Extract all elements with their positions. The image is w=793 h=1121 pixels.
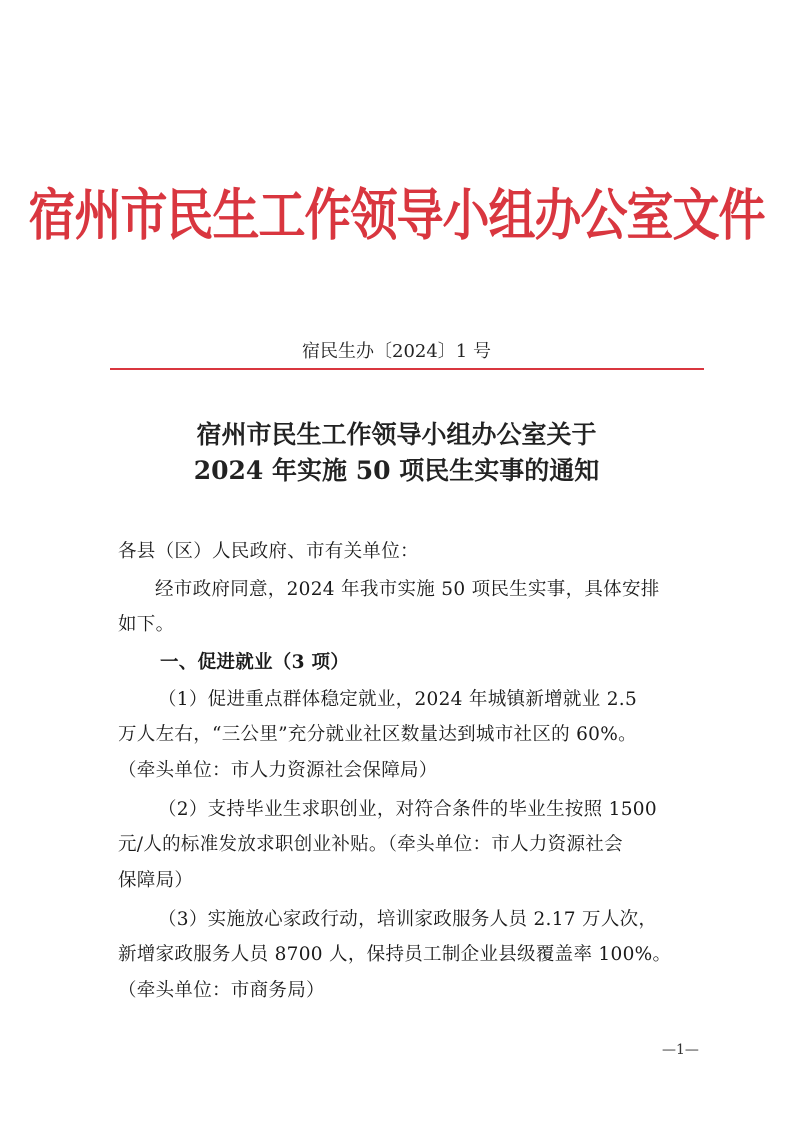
item-1-line1: （1）促进重点群体稳定就业，2024 年城镇新增就业 2.5 bbox=[158, 689, 638, 710]
page-number: —1— bbox=[662, 1042, 699, 1058]
addressee: 各县（区）人民政府、市有关单位： bbox=[118, 541, 419, 562]
item-3-line2: 新增家政服务人员 8700 人，保持员工制企业县级覆盖率 100%。 bbox=[118, 944, 672, 965]
intro-line2: 如下。 bbox=[118, 614, 175, 635]
item-2-line1: （2）支持毕业生求职创业，对符合条件的毕业生按照 1500 bbox=[158, 799, 657, 820]
notice-title-line1: 宿州市民生工作领导小组办公室关于 bbox=[196, 420, 597, 449]
red-divider-line bbox=[110, 368, 704, 370]
item-3-line1: （3）实施放心家政行动，培训家政服务人员 2.17 万人次， bbox=[158, 909, 658, 930]
item-3-lead-unit: （牵头单位：市商务局） bbox=[118, 980, 325, 1001]
item-2-line3: 保障局） bbox=[118, 870, 194, 891]
notice-title-line2: 2024 年实施 50 项民生实事的通知 bbox=[193, 456, 600, 485]
masthead-title: 宿州市民生工作领导小组办公室文件 bbox=[28, 183, 765, 249]
item-1-line2: 万人左右，“三公里”充分就业社区数量达到城市社区的 60%。 bbox=[118, 724, 637, 745]
section-heading: 一、促进就业（3 项） bbox=[160, 652, 350, 673]
intro-line1: 经市政府同意，2024 年我市实施 50 项民生实事，具体安排 bbox=[155, 579, 660, 600]
item-2-line2: 元/人的标准发放求职创业补贴。（牵头单位：市人力资源社会 bbox=[118, 834, 623, 855]
item-1-lead-unit: （牵头单位：市人力资源社会保障局） bbox=[118, 760, 438, 781]
document-number: 宿民生办〔2024〕1 号 bbox=[302, 341, 491, 362]
